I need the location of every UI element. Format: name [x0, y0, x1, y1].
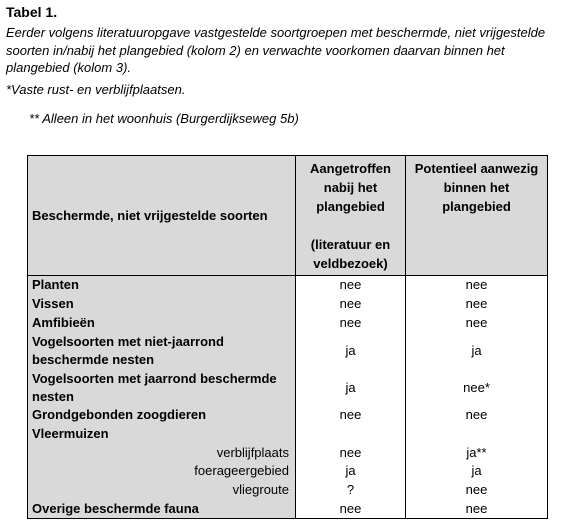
- row-found: ja: [296, 332, 406, 369]
- footnote-double-asterisk: ** Alleen in het woonhuis (Burgerdijkseweg 5b): [29, 111, 299, 126]
- footnote-asterisk: *Vaste rust- en verblijfplaatsen.: [6, 82, 186, 97]
- row-potential: nee: [406, 481, 548, 500]
- header-potential-line: binnen het: [443, 180, 510, 195]
- header-potential: [406, 156, 548, 276]
- row-found: nee: [296, 276, 406, 295]
- row-species: Vleermuizen: [28, 425, 296, 444]
- table-row: [28, 406, 548, 425]
- header-found: [296, 156, 406, 276]
- row-potential: nee: [406, 406, 548, 425]
- table-row: [28, 313, 548, 332]
- row-species: Amfibieën: [28, 313, 296, 332]
- row-found: nee: [296, 295, 406, 314]
- table-row: [28, 425, 548, 444]
- row-potential: nee: [406, 276, 548, 295]
- header-species: Beschermde, niet vrijgestelde soorten: [28, 156, 296, 276]
- row-found: nee: [296, 443, 406, 462]
- header-found-subline: veldbezoek): [313, 256, 388, 271]
- row-potential: [406, 425, 548, 444]
- row-species: Planten: [28, 276, 296, 295]
- row-found: nee: [296, 500, 406, 519]
- header-found-line: Aangetroffen: [310, 161, 391, 176]
- row-found: nee: [296, 406, 406, 425]
- row-potential: nee: [406, 500, 548, 519]
- table-row: [28, 276, 548, 295]
- species-table: [27, 155, 548, 519]
- table-row: [28, 500, 548, 519]
- row-found: ?: [296, 481, 406, 500]
- table-row: [28, 443, 548, 462]
- header-found-line: nabij het: [323, 180, 378, 195]
- table-row: [28, 462, 548, 481]
- row-potential: nee: [406, 295, 548, 314]
- row-potential: nee: [406, 313, 548, 332]
- row-species: Grondgebonden zoogdieren: [28, 406, 296, 425]
- table-row: [28, 332, 548, 369]
- row-species: Vogelsoorten met niet-jaarrond beschermde nesten: [28, 332, 296, 369]
- row-found: [296, 425, 406, 444]
- row-found: ja: [296, 462, 406, 481]
- table-row: [28, 369, 548, 406]
- header-potential-line: Potentieel aanwezig: [414, 161, 539, 176]
- row-potential: ja: [406, 332, 548, 369]
- table-title: Tabel 1.: [6, 4, 58, 20]
- header-found-line: plangebied: [316, 199, 385, 214]
- table-caption: Eerder volgens literatuuropgave vastgestelde soortgroepen met beschermde, niet vrijgestelde soorten in/nabij het plangebied (kolom 2) en verwachte voorkomen daarvan binnen het plangebied (kolom 3).: [6, 25, 546, 75]
- row-found: nee: [296, 313, 406, 332]
- row-potential: ja**: [406, 443, 548, 462]
- table-row: [28, 481, 548, 500]
- row-subspecies: foerageergebied: [28, 462, 296, 481]
- row-species: Vissen: [28, 295, 296, 314]
- row-species: Overige beschermde fauna: [28, 500, 296, 519]
- row-found: ja: [296, 369, 406, 406]
- row-potential: ja: [406, 462, 548, 481]
- header-potential-line: plangebied: [442, 199, 511, 214]
- row-potential: nee*: [406, 369, 548, 406]
- row-subspecies: vliegroute: [28, 481, 296, 500]
- row-species: Vogelsoorten met jaarrond beschermde nesten: [28, 369, 296, 406]
- header-found-subline: (literatuur en: [310, 237, 391, 252]
- table-row: [28, 295, 548, 314]
- row-subspecies: verblijfplaats: [28, 443, 296, 462]
